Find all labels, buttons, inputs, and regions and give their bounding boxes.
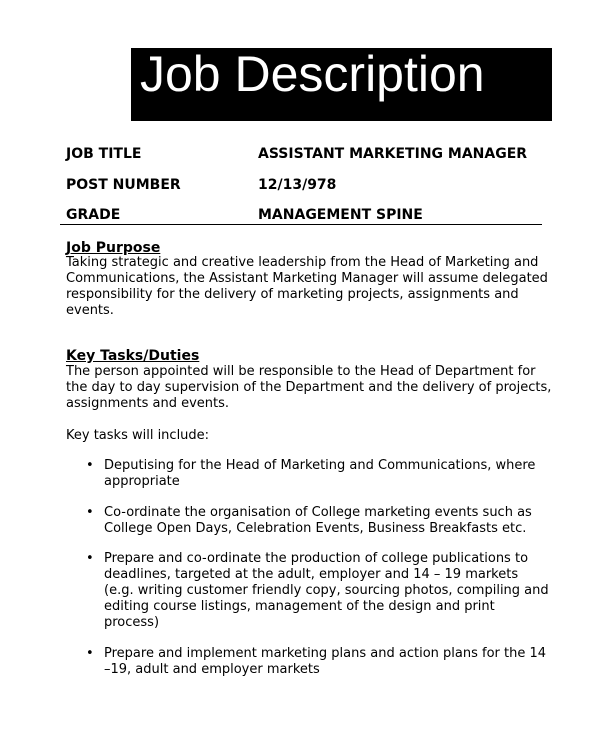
- list-item-text: Co-ordinate the organisation of College marketing events such as College Open Days, Celebration Events, Business Breakfasts etc.: [104, 505, 532, 536]
- job-purpose-text: Taking strategic and creative leadership from the Head of Marketing and Communications, the Assistant Marketing Manager will assume delegated responsibility for the delivery of marketing projects, assignments and events.: [66, 255, 548, 318]
- post-number-label: POST NUMBER: [66, 177, 181, 193]
- list-item-text: Deputising for the Head of Marketing and Communications, where appropriate: [104, 458, 536, 489]
- job-purpose-heading: Job Purpose: [66, 240, 161, 256]
- bullet-icon: •: [86, 551, 94, 566]
- grade-label: GRADE: [66, 207, 121, 223]
- key-tasks-heading: Key Tasks/Duties: [66, 348, 200, 364]
- post-number-value: 12/13/978: [258, 177, 337, 193]
- list-item-text: Prepare and implement marketing plans and action plans for the 14 –19, adult and employer markets: [104, 646, 547, 677]
- job-title-label: JOB TITLE: [66, 146, 142, 162]
- list-item-text: Prepare and co-ordinate the production of college publications to deadlines, targeted at the adult, employer and 14 – 19 markets (e.g. writing customer friendly copy, sourcing photos, compiling and editing course listings, management of the design and print process): [104, 551, 549, 630]
- bullet-icon: •: [86, 505, 94, 520]
- job-title-value: ASSISTANT MARKETING MANAGER: [258, 146, 528, 162]
- grade-value: MANAGEMENT SPINE: [258, 207, 423, 223]
- bullet-icon: •: [86, 458, 94, 473]
- key-tasks-intro: Key tasks will include:: [66, 428, 210, 443]
- page-title: Job Description: [131, 48, 552, 121]
- key-tasks-text: The person appointed will be responsible to the Head of Department for the day to day supervision of the Department and the delivery of projects, assignments and events.: [66, 364, 552, 411]
- bullet-icon: •: [86, 646, 94, 661]
